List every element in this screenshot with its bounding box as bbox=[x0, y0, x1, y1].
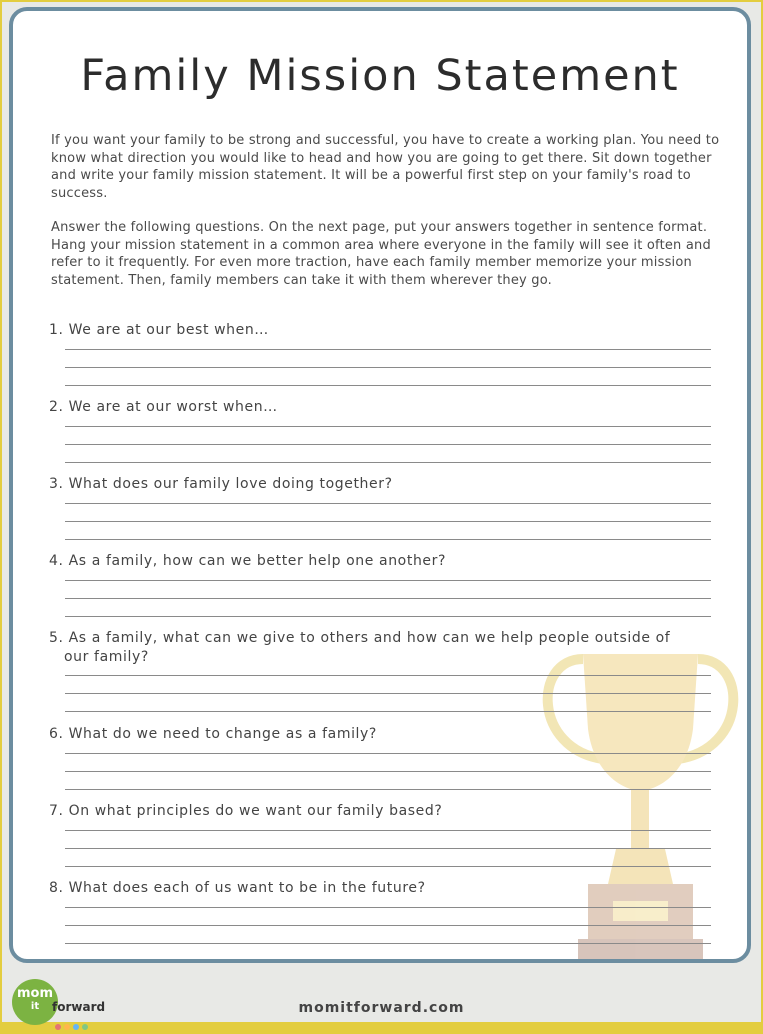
answer-line[interactable] bbox=[65, 866, 711, 867]
answer-line[interactable] bbox=[65, 771, 711, 772]
question-3: 3. What does our family love doing together? bbox=[49, 476, 393, 492]
answer-line[interactable] bbox=[65, 848, 711, 849]
page-title: Family Mission Statement bbox=[80, 51, 680, 101]
answer-line[interactable] bbox=[65, 385, 711, 386]
logo-dot bbox=[82, 1024, 88, 1030]
logo-dot bbox=[55, 1024, 61, 1030]
intro-paragraph-1: If you want your family to be strong and successful, you have to create a working plan. You need to know what direction you would like to head and how you are going to get there. Sit down together and write your family mission statement. It will be a powerful first step on your family's road to success. bbox=[51, 133, 720, 201]
question-5-line-2: our family? bbox=[64, 649, 149, 665]
question-2: 2. We are at our worst when… bbox=[49, 399, 278, 415]
answer-line[interactable] bbox=[65, 711, 711, 712]
answer-line[interactable] bbox=[65, 907, 711, 908]
answer-line[interactable] bbox=[65, 753, 711, 754]
answer-line[interactable] bbox=[65, 444, 711, 445]
question-7: 7. On what principles do we want our family based? bbox=[49, 803, 443, 819]
answer-line[interactable] bbox=[65, 426, 711, 427]
answer-line[interactable] bbox=[65, 830, 711, 831]
logo-forward-text: forward bbox=[52, 1000, 106, 1014]
trophy-icon bbox=[528, 639, 751, 963]
footer-website-link[interactable]: momitforward.com bbox=[298, 1000, 465, 1016]
answer-line[interactable] bbox=[65, 789, 711, 790]
question-5 bbox=[49, 629, 729, 667]
answer-line[interactable] bbox=[65, 580, 711, 581]
logo-it-text: it bbox=[30, 1001, 40, 1012]
logo-dot bbox=[73, 1024, 79, 1030]
answer-line[interactable] bbox=[65, 616, 711, 617]
answer-line[interactable] bbox=[65, 503, 711, 504]
question-5-line-1: 5. As a family, what can we give to others and how can we help people outside of bbox=[49, 630, 671, 646]
answer-line[interactable] bbox=[65, 925, 711, 926]
question-4: 4. As a family, how can we better help one another? bbox=[49, 553, 447, 569]
worksheet-card bbox=[9, 7, 751, 963]
answer-line[interactable] bbox=[65, 539, 711, 540]
answer-line[interactable] bbox=[65, 675, 711, 676]
answer-line[interactable] bbox=[65, 598, 711, 599]
question-8: 8. What does each of us want to be in the future? bbox=[49, 880, 426, 896]
question-1: 1. We are at our best when… bbox=[49, 322, 269, 338]
answer-line[interactable] bbox=[65, 349, 711, 350]
answer-line[interactable] bbox=[65, 367, 711, 368]
answer-line[interactable] bbox=[65, 462, 711, 463]
answer-line[interactable] bbox=[65, 693, 711, 694]
logo-dot bbox=[64, 1024, 70, 1030]
page-background bbox=[2, 2, 761, 1022]
intro-paragraph-2: Answer the following questions. On the next page, put your answers together in sentence format. Hang your mission statement in a common area where everyone in the family will see it often and refer to it frequently. For even more traction, have each family member memorize your mission statement. Then, family members can take it with them wherever they go. bbox=[51, 220, 711, 288]
answer-line[interactable] bbox=[65, 943, 711, 944]
answer-line[interactable] bbox=[65, 521, 711, 522]
logo-dots bbox=[55, 1015, 91, 1023]
logo-mom-text: mom bbox=[16, 986, 54, 1001]
question-6: 6. What do we need to change as a family? bbox=[49, 726, 377, 742]
